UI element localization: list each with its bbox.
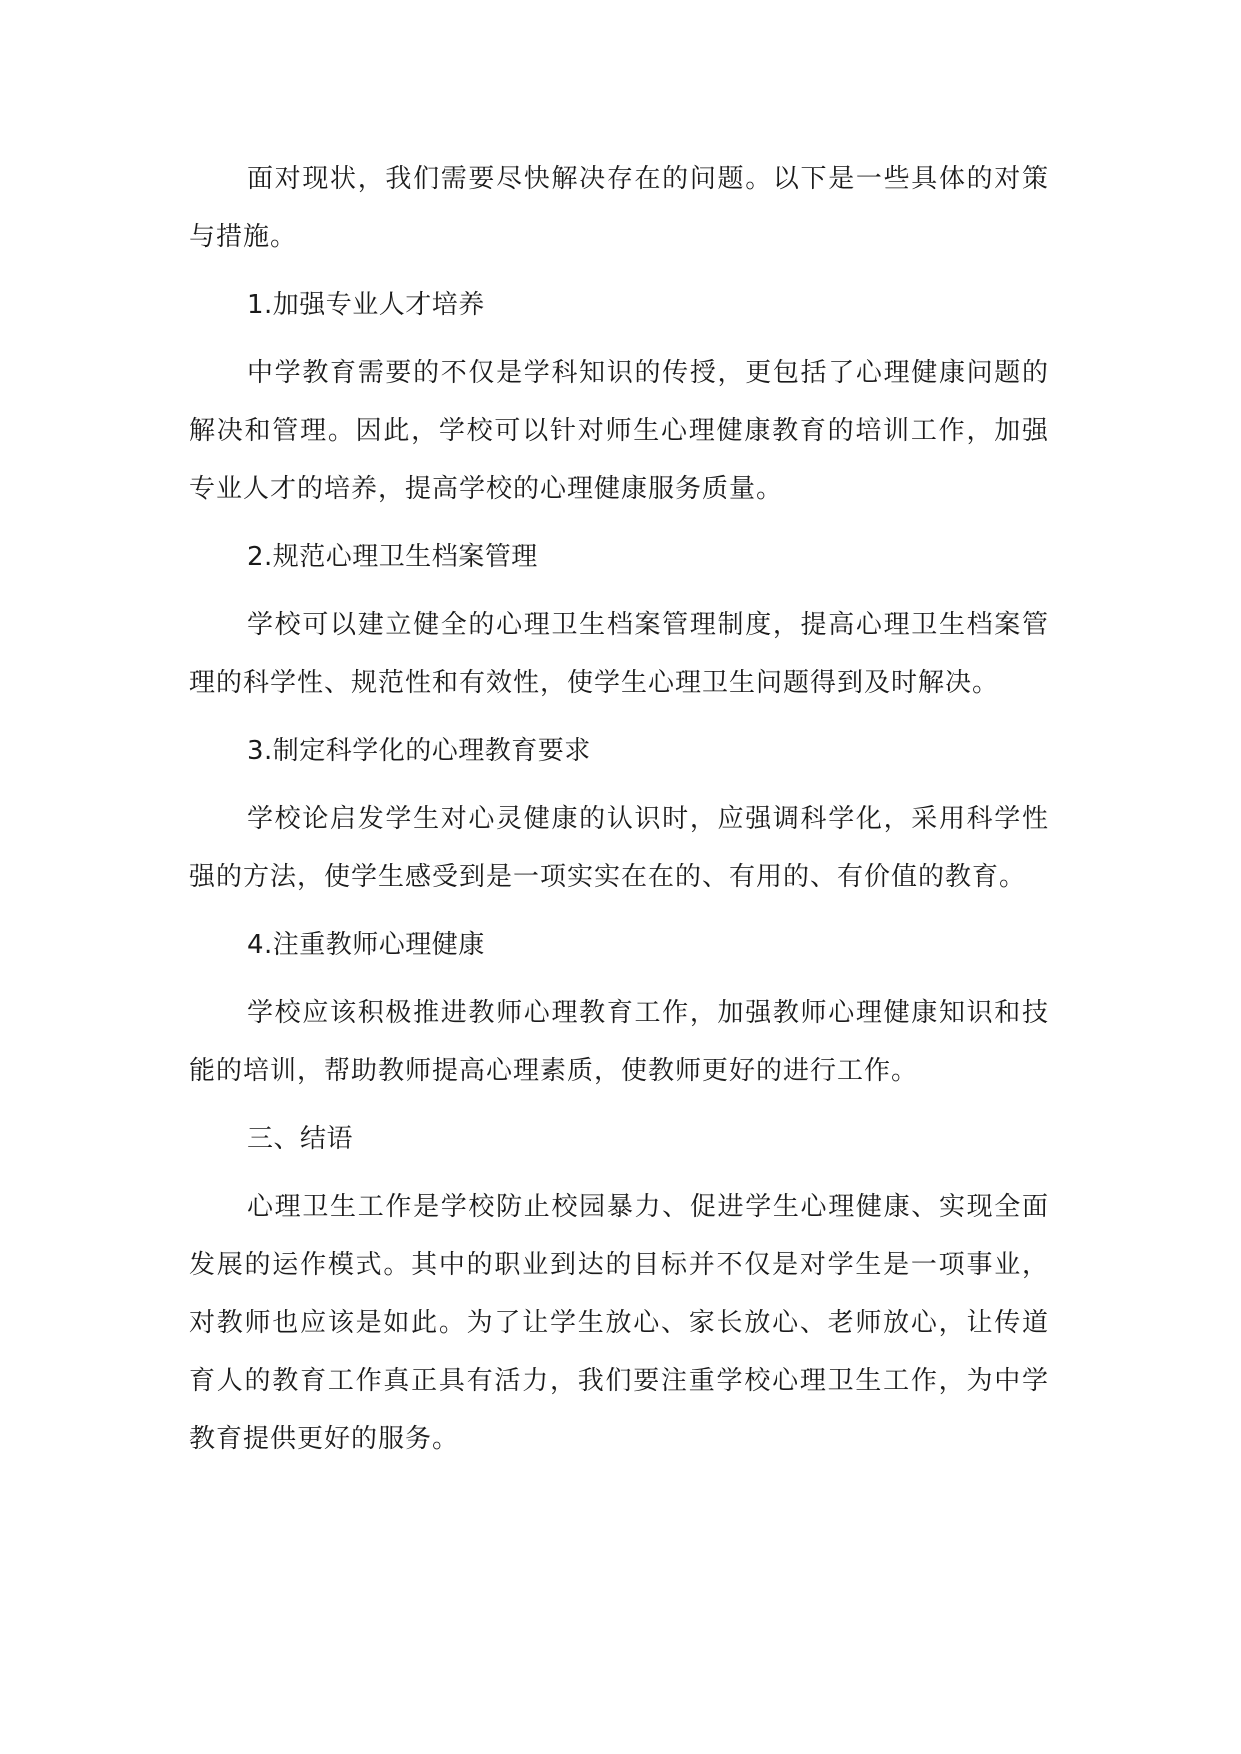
section-body-4: 学校应该积极推进教师心理教育工作，加强教师心理健康知识和技能的培训，帮助教师提高心理素质，使教师更好的进行工作。 bbox=[189, 998, 1049, 1086]
section-body-1: 中学教育需要的不仅是学科知识的传授，更包括了心理健康问题的解决和管理。因此，学校可以针对师生心理健康教育的培训工作，加强专业人才的培养，提高学校的心理健康服务质量。 bbox=[189, 358, 1049, 504]
section-heading-1: 1.加强专业人才培养 bbox=[247, 290, 485, 320]
section-body-3: 学校论启发学生对心灵健康的认识时，应强调科学化，采用科学性强的方法，使学生感受到是一项实实在在的、有用的、有价值的教育。 bbox=[189, 804, 1049, 892]
document-page bbox=[189, 150, 1049, 1478]
section-heading-2: 2.规范心理卫生档案管理 bbox=[247, 542, 538, 572]
section-heading-4: 4.注重教师心理健康 bbox=[247, 930, 485, 960]
conclusion-heading: 三、结语 bbox=[247, 1124, 354, 1154]
conclusion-body: 心理卫生工作是学校防止校园暴力、促进学生心理健康、实现全面发展的运作模式。其中的职业到达的目标并不仅是对学生是一项事业，对教师也应该是如此。为了让学生放心、家长放心、老师放心，让传道育人的教育工作真正具有活力，我们要注重学校心理卫生工作，为中学教育提供更好的服务。 bbox=[189, 1192, 1049, 1454]
section-heading-3: 3.制定科学化的心理教育要求 bbox=[247, 736, 591, 766]
intro-paragraph: 面对现状，我们需要尽快解决存在的问题。以下是一些具体的对策与措施。 bbox=[189, 164, 1049, 252]
section-body-2: 学校可以建立健全的心理卫生档案管理制度，提高心理卫生档案管理的科学性、规范性和有效性，使学生心理卫生问题得到及时解决。 bbox=[189, 610, 1049, 698]
